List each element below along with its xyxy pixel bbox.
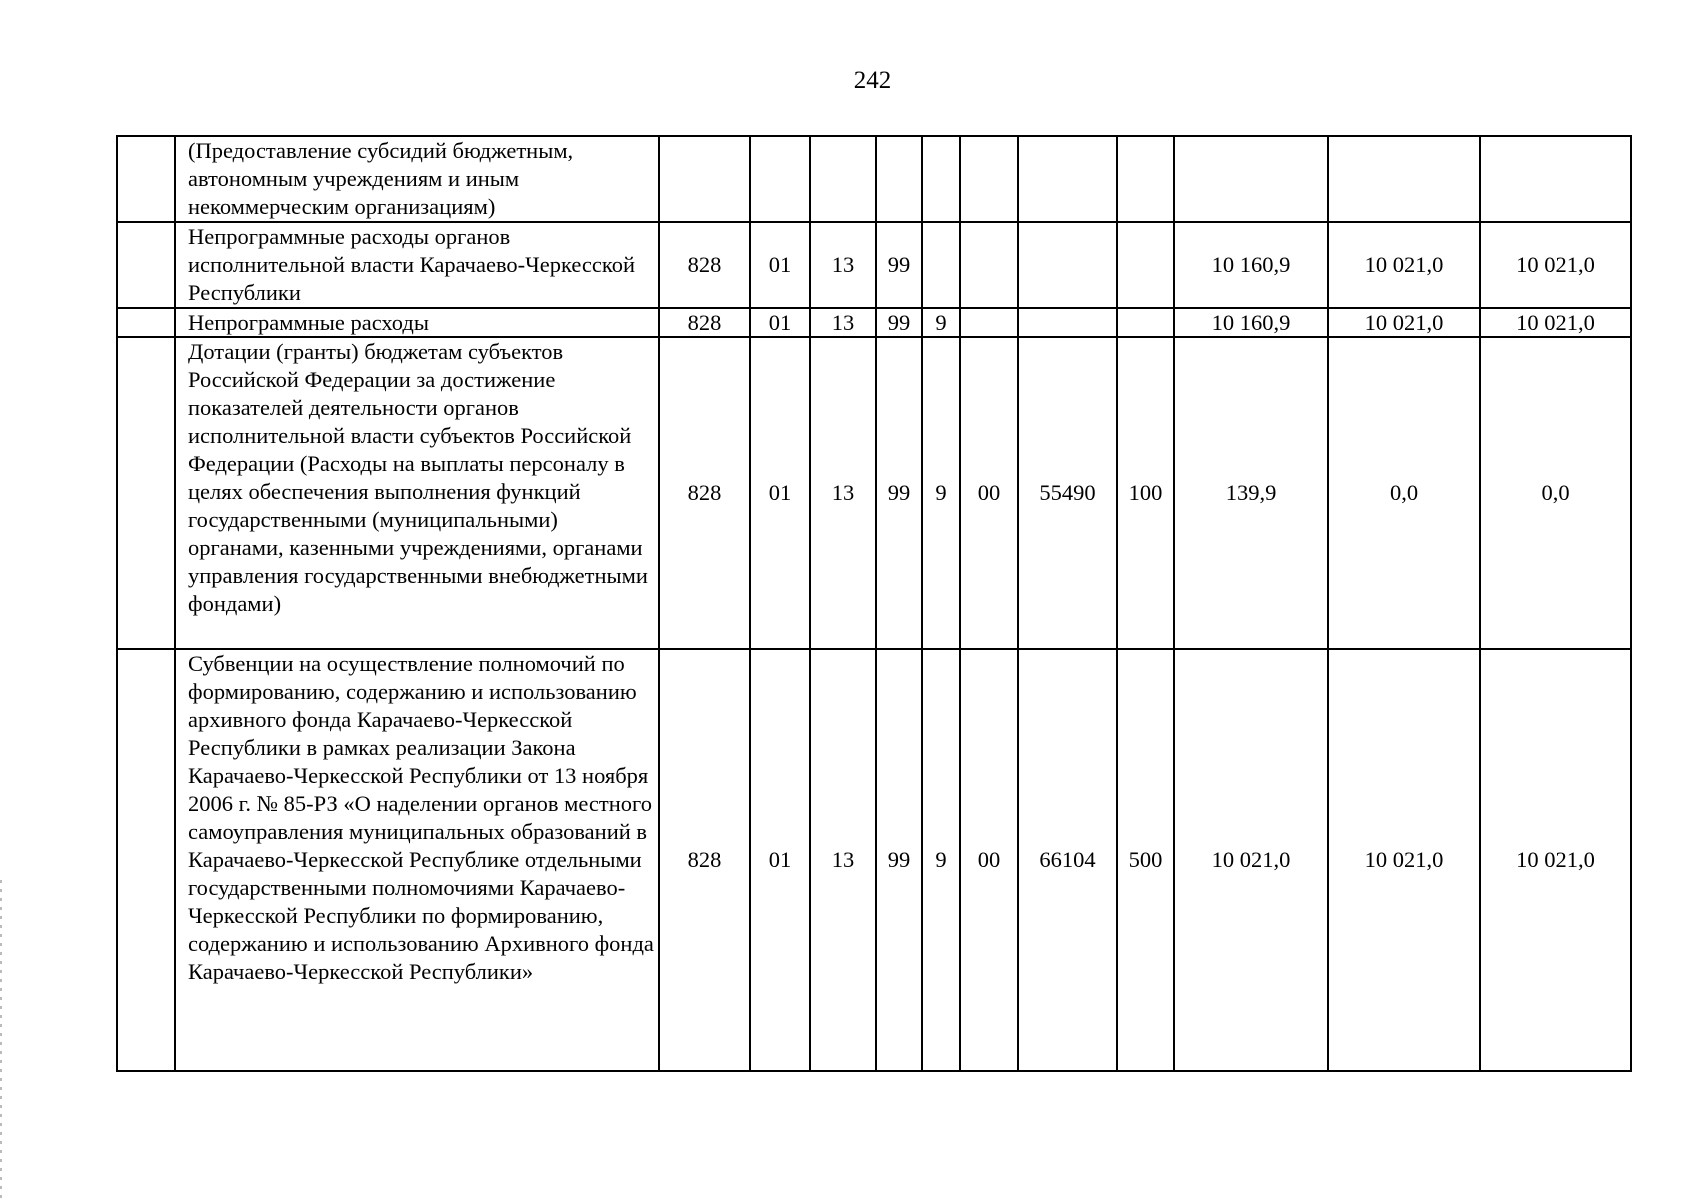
cell-grbs [659, 136, 750, 222]
cell-cs1: 99 [876, 337, 922, 649]
cell-cs3 [960, 136, 1018, 222]
cell-description: Дотации (гранты) бюджетам субъектов Российской Федерации за достижение показателей деятельности органов исполнительной власти субъектов Российской Федерации (Расходы на выплаты персоналу в целях обеспечения выполнения функций государственными (муниципальными) органами, казенными учреждениями, органами управления государственными внебюджетными фондами) [175, 337, 659, 649]
table-body [117, 136, 1631, 1071]
cell-grbs: 828 [659, 308, 750, 337]
budget-table [116, 135, 1632, 1072]
cell-num [117, 222, 175, 308]
cell-pr: 13 [810, 649, 876, 1071]
table-row [117, 649, 1631, 1071]
cell-cs3: 00 [960, 649, 1018, 1071]
cell-sum3: 10 021,0 [1480, 222, 1631, 308]
cell-sum3 [1480, 136, 1631, 222]
cell-sum2 [1328, 136, 1480, 222]
cell-sum3: 10 021,0 [1480, 649, 1631, 1071]
cell-sum1: 139,9 [1174, 337, 1328, 649]
cell-sum3: 10 021,0 [1480, 308, 1631, 337]
cell-cs4 [1018, 136, 1117, 222]
cell-sum1: 10 160,9 [1174, 222, 1328, 308]
page-number: 242 [853, 67, 892, 94]
cell-cs4 [1018, 308, 1117, 337]
cell-cs2 [922, 222, 960, 308]
cell-grbs: 828 [659, 222, 750, 308]
cell-rz [750, 136, 810, 222]
cell-cs3 [960, 308, 1018, 337]
cell-sum1: 10 160,9 [1174, 308, 1328, 337]
cell-vr: 100 [1117, 337, 1174, 649]
cell-cs3: 00 [960, 337, 1018, 649]
cell-num [117, 136, 175, 222]
cell-description: Субвенции на осуществление полномочий по формированию, содержанию и использованию архивного фонда Карачаево-Черкесской Республики в рамках реализации Закона Карачаево-Черкесской Республики от 13 ноября 2006 г. № 85-РЗ «О наделении органов местного самоуправления муниципальных образований в Карачаево-Черкесской Республике отдельными государственными полномочиями Карачаево-Черкесской Республики по формированию, содержанию и использованию Архивного фонда Карачаево-Черкесской Республики» [175, 649, 659, 1071]
cell-cs1: 99 [876, 308, 922, 337]
cell-rz: 01 [750, 337, 810, 649]
cell-sum2: 10 021,0 [1328, 308, 1480, 337]
cell-cs3 [960, 222, 1018, 308]
cell-cs1: 99 [876, 222, 922, 308]
cell-sum1 [1174, 136, 1328, 222]
cell-cs2: 9 [922, 337, 960, 649]
cell-rz: 01 [750, 222, 810, 308]
cell-num [117, 337, 175, 649]
cell-cs1 [876, 136, 922, 222]
cell-sum2: 10 021,0 [1328, 649, 1480, 1071]
cell-cs2: 9 [922, 308, 960, 337]
cell-rz: 01 [750, 649, 810, 1071]
cell-num [117, 308, 175, 337]
table-row [117, 337, 1631, 649]
table-row [117, 308, 1631, 337]
cell-pr: 13 [810, 308, 876, 337]
cell-vr [1117, 136, 1174, 222]
scan-margin-artifact [0, 880, 2, 1200]
cell-vr: 500 [1117, 649, 1174, 1071]
cell-pr [810, 136, 876, 222]
cell-sum1: 10 021,0 [1174, 649, 1328, 1071]
cell-grbs: 828 [659, 649, 750, 1071]
cell-pr: 13 [810, 337, 876, 649]
cell-cs2 [922, 136, 960, 222]
cell-vr [1117, 308, 1174, 337]
cell-description: (Предоставление субсидий бюджетным, автономным учреждениям и иным некоммерческим организациям) [175, 136, 659, 222]
cell-cs4: 66104 [1018, 649, 1117, 1071]
cell-rz: 01 [750, 308, 810, 337]
cell-cs4: 55490 [1018, 337, 1117, 649]
table-row [117, 222, 1631, 308]
cell-grbs: 828 [659, 337, 750, 649]
cell-sum2: 0,0 [1328, 337, 1480, 649]
cell-cs4 [1018, 222, 1117, 308]
cell-sum2: 10 021,0 [1328, 222, 1480, 308]
cell-vr [1117, 222, 1174, 308]
cell-pr: 13 [810, 222, 876, 308]
cell-sum3: 0,0 [1480, 337, 1631, 649]
table-row [117, 136, 1631, 222]
cell-cs2: 9 [922, 649, 960, 1071]
cell-cs1: 99 [876, 649, 922, 1071]
cell-num [117, 649, 175, 1071]
cell-description: Непрограммные расходы [175, 308, 659, 337]
cell-description: Непрограммные расходы органов исполнительной власти Карачаево-Черкесской Республики [175, 222, 659, 308]
